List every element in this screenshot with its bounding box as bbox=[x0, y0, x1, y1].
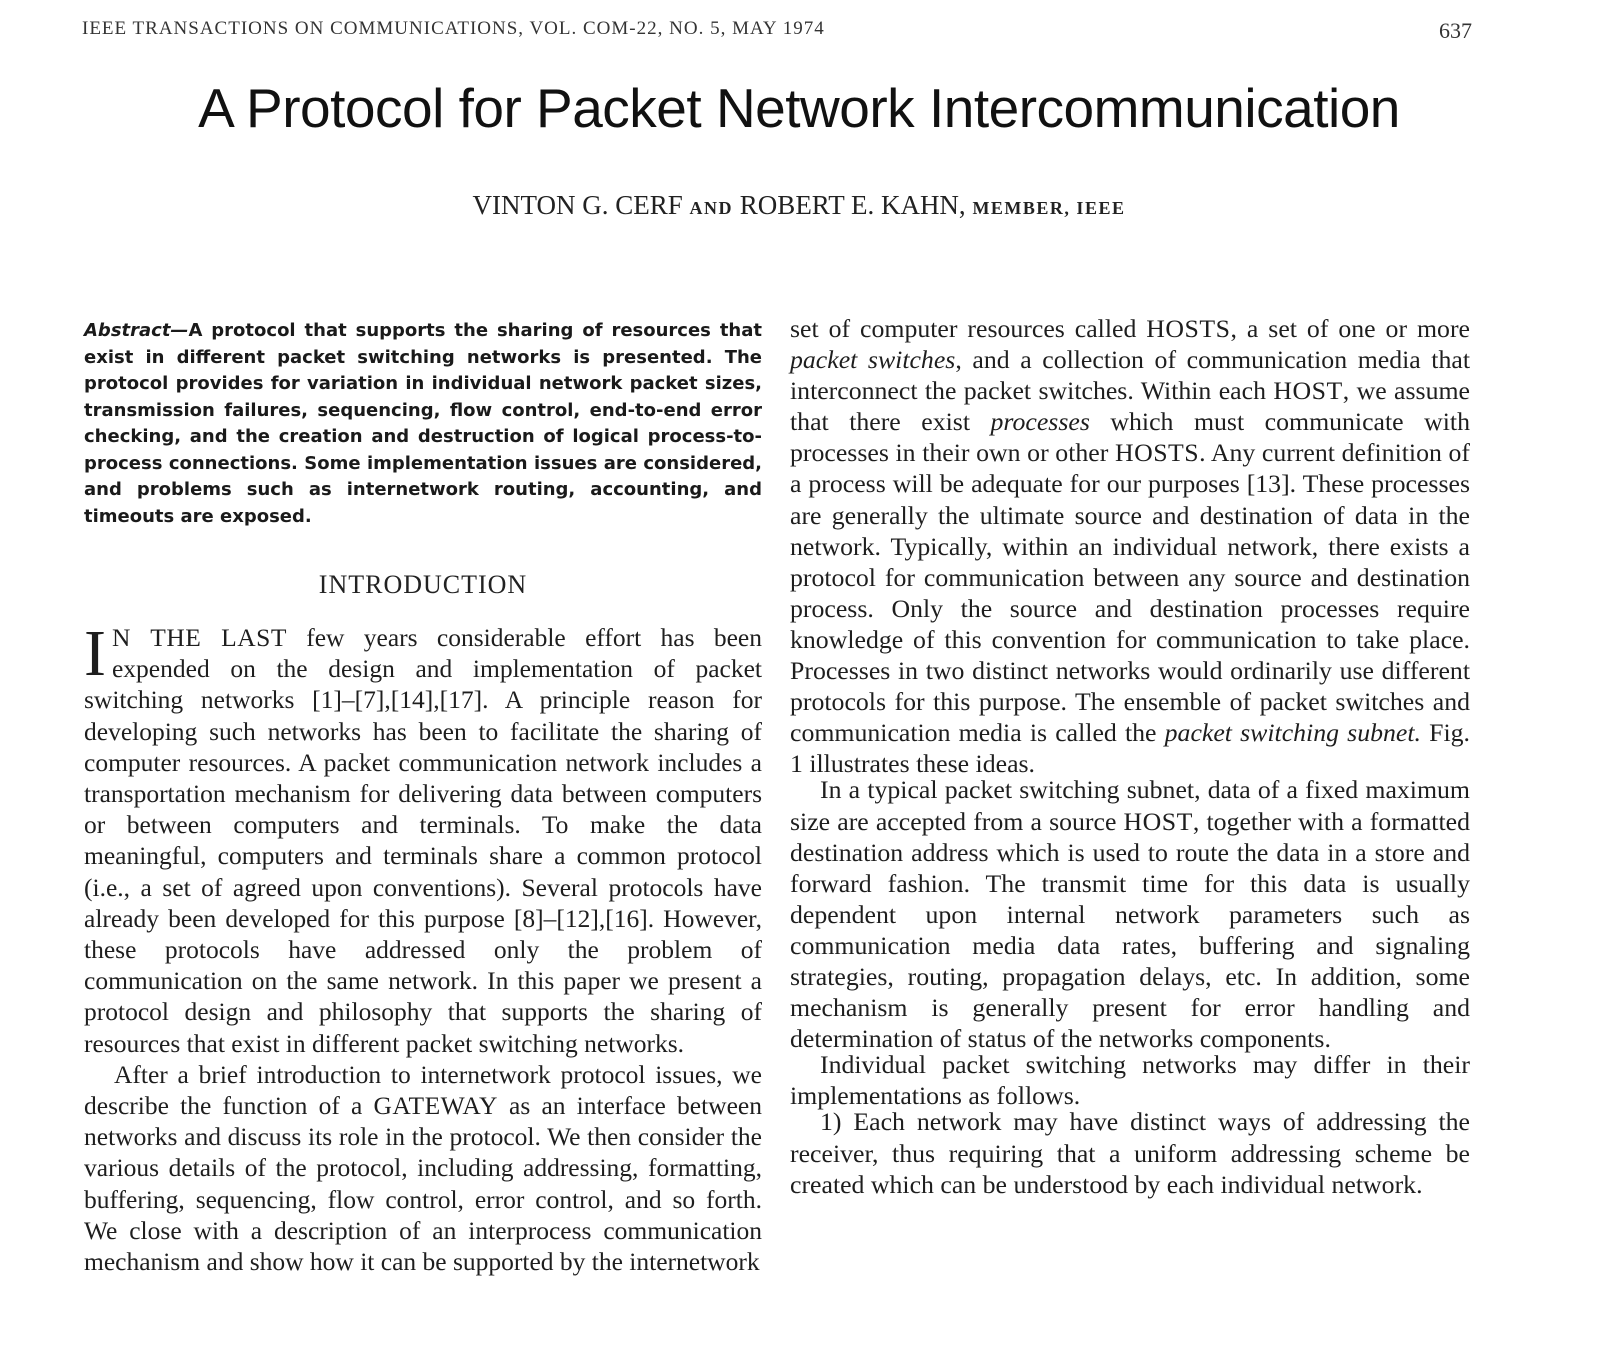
abstract bbox=[84, 318, 762, 530]
right-paragraph-2 bbox=[790, 774, 1470, 1054]
right-paragraph-1 bbox=[790, 313, 1470, 779]
running-header bbox=[82, 18, 1472, 44]
subnet-term: packet switching subnet. bbox=[1164, 718, 1421, 748]
hosts-term: HOSTS bbox=[1146, 314, 1231, 343]
rc-p1-d: , we assume that there exist bbox=[790, 376, 1470, 437]
host-term-2: HOST bbox=[1123, 806, 1193, 836]
rc-p1-g: Fig. 1 illustrates these ideas. bbox=[790, 718, 1471, 779]
section-heading-introduction: INTRODUCTION bbox=[318, 570, 528, 599]
intro-lead-words: N THE LAST bbox=[111, 623, 287, 652]
page-bottom-edge bbox=[0, 1336, 1598, 1356]
author-line bbox=[0, 190, 1598, 221]
intro-p2-text-a: After a brief introduction to internetwork protocol issues, we describe the function of a bbox=[84, 1059, 762, 1121]
author-affiliation: MEMBER, IEEE bbox=[972, 198, 1126, 218]
right-paragraph-4: 1) Each network may have distinct ways of addressing the receiver, thus requiring that a uniform addressing scheme be created which can be understood by each individual network. bbox=[790, 1107, 1470, 1199]
processes-term: processes bbox=[990, 407, 1090, 437]
intro-paragraph-2 bbox=[84, 1059, 762, 1277]
intro-p2-text-b: as an interface between networks and discuss its role in the protocol. We then consider the various details of the protocol, including addressing, formatting, buffering, sequencing, flow control, error control, and so forth. We close with a description of an interprocess communication mechanism and show how it can be supported by the internetwork bbox=[84, 1091, 762, 1277]
author-cerf: VINTON G. CERF bbox=[472, 190, 683, 220]
rc-p2-b: , together with a formatted destination address which is used to route the data in a store and forward fashion. The transmit time for this data is usually dependent upon internal network parameters such as communication media data rates, buffering and signaling strategies, routing, propagation delays, etc. In addition, some mechanism is generally present for error handling and determination of status of the networks components. bbox=[790, 806, 1470, 1054]
abstract-lead: Abstract— bbox=[84, 320, 189, 341]
page-number: 637 bbox=[1439, 18, 1472, 43]
author-conjunction: AND bbox=[689, 198, 734, 218]
intro-paragraph-1-text: few years considerable effort has been expended on the design and implementation of packet switching networks [1]–[7],[14],[17]. A principle reason for developing such networks has been to facilitate the sharing of computer resources. A packet communication network includes a transportation mechanism for delivering data between computers or between computers and terminals. To make the data meaningful, computers and terminals share a common protocol (i.e., a set of agreed upon conventions). Several protocols have already been developed for this purpose [8]–[12],[16]. However, these protocols have addressed only the problem of communication on the same network. In this paper we present a protocol design and philosophy that supports the sharing of resources that exist in different packet switching networks. bbox=[84, 623, 762, 1058]
right-column bbox=[790, 314, 1471, 1200]
hosts-term-2: HOSTS bbox=[1114, 438, 1200, 468]
rc-p1-b: , a set of one or more bbox=[1230, 314, 1470, 343]
rc-p1-c: , and a collection of communication media that interconnect the packet switches. Within each bbox=[790, 345, 1470, 406]
rc-p1-a: set of computer resources called bbox=[790, 314, 1147, 343]
rc-p1-f: . Any current definition of a process will be adequate for our purposes [13]. These processes are generally the ultimate source and destination of data in the network. Typically, within an individual network, there exists a protocol for communication between any source and destination process. Only the source and destination processes require knowledge of this convention for communication to take place. Processes in two distinct networks would ordinarily use different protocols for this purpose. The ensemble of packet switches and communication media is called the bbox=[790, 438, 1470, 748]
drop-cap: I bbox=[84, 617, 106, 690]
gateway-term: GATEWAY bbox=[373, 1091, 498, 1121]
right-paragraph-3: Individual packet switching networks may differ in their implementations as follows. bbox=[790, 1050, 1470, 1111]
rc-p1-e: which must communicate with processes in their own or other bbox=[790, 407, 1471, 468]
intro-paragraph-1 bbox=[84, 617, 762, 1059]
packet-switches-term: packet switches bbox=[790, 345, 956, 375]
host-term: HOST bbox=[1273, 376, 1343, 406]
paper-title: A Protocol for Packet Network Intercommunication bbox=[198, 77, 1400, 139]
rc-p2-a: In a typical packet switching subnet, data of a fixed maximum size are accepted from a source bbox=[790, 775, 1470, 836]
author-kahn: ROBERT E. KAHN, bbox=[739, 190, 966, 220]
abstract-text: A protocol that supports the sharing of resources that exist in different packet switching networks is presented. The protocol provides for variation in individual network packet sizes, transmission failures, sequencing, flow control, end-to-end error checking, and the creation and destruction of logical process-to-process connections. Some implementation issues are considered, and problems such as internetwork routing, accounting, and timeouts are exposed. bbox=[84, 320, 762, 527]
left-column bbox=[84, 318, 762, 1277]
journal-citation: IEEE TRANSACTIONS ON COMMUNICATIONS, VOL. COM-22, NO. 5, MAY 1974 bbox=[82, 18, 825, 39]
